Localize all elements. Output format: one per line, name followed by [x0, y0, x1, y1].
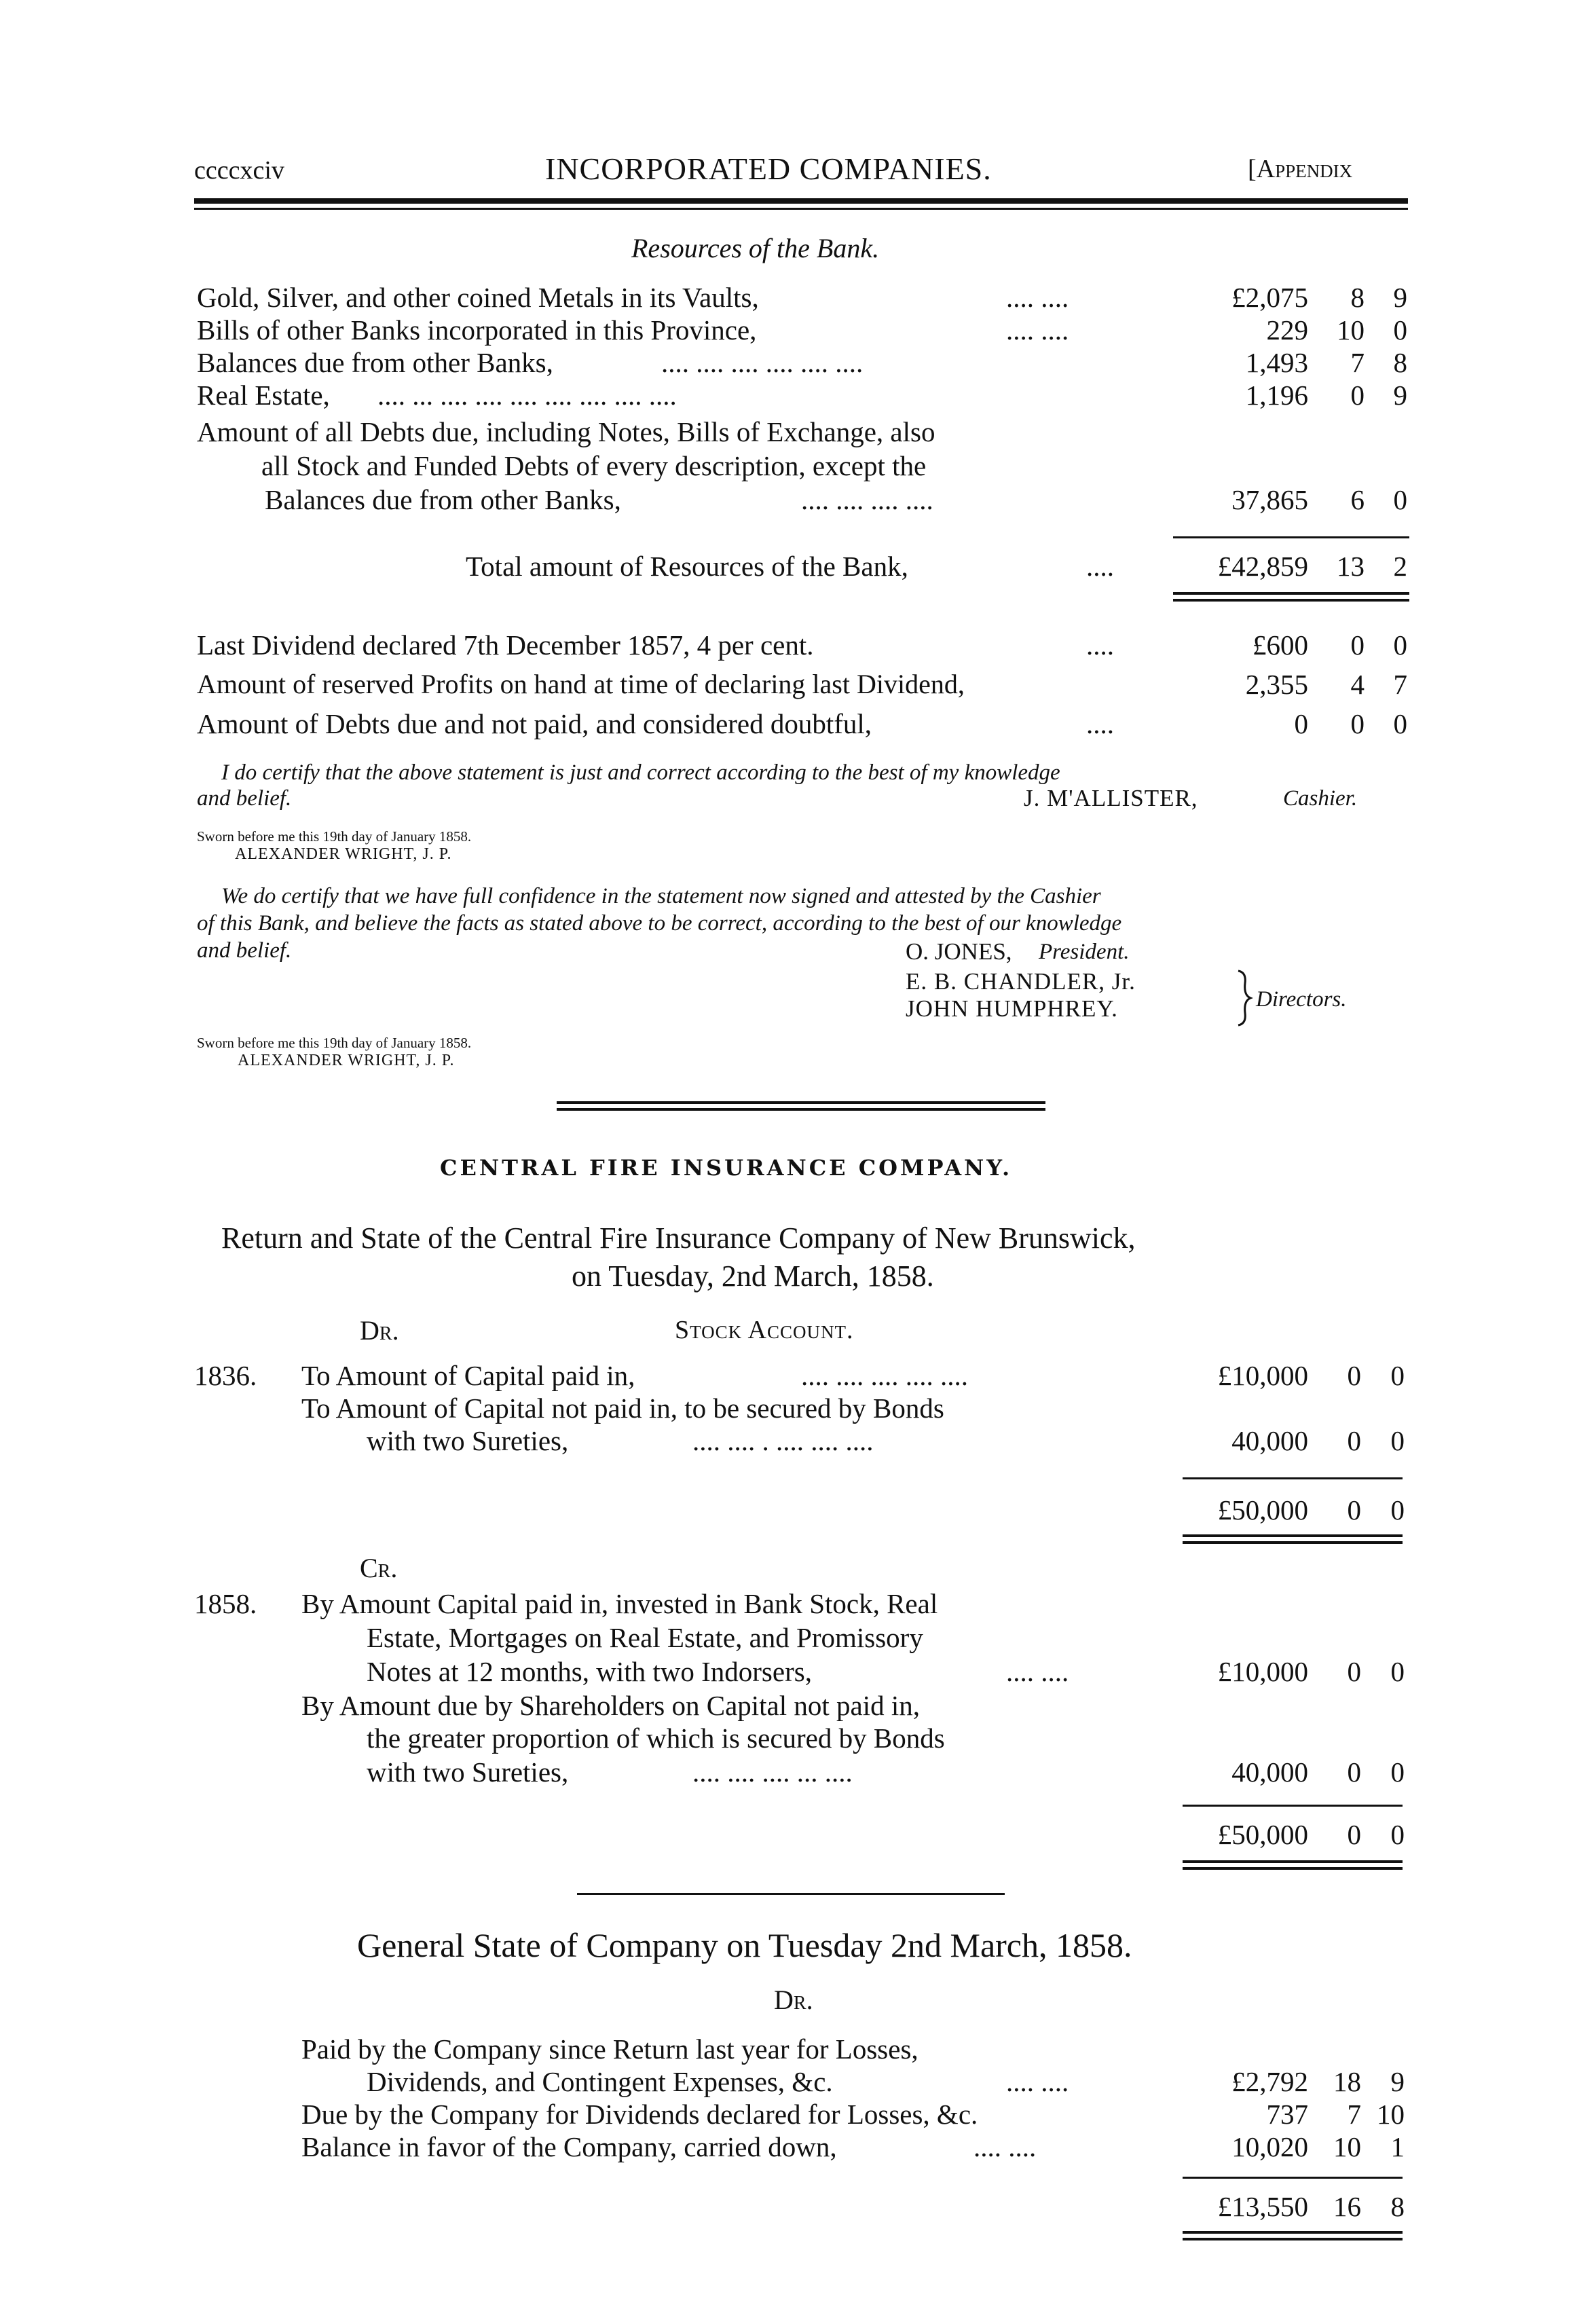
subtotal-rule: [1173, 536, 1409, 538]
general-total-shillings: 16: [1333, 2191, 1361, 2222]
cashier-name: J. M'ALLISTER,: [1024, 785, 1198, 811]
dividend-dots: ....: [1086, 629, 1114, 661]
dr-total-pounds: £50,000: [1217, 1494, 1308, 1526]
general-row1-pence: 9: [1390, 2066, 1405, 2097]
directors-cert-line2: of this Bank, and believe the facts as stated above to be correct, according to the best of our knowledge: [197, 911, 1122, 936]
doubtful-dots: ....: [1086, 708, 1114, 739]
dr-row2-pence: 0: [1390, 1425, 1405, 1456]
doubtful-shillings: 0: [1350, 708, 1365, 739]
row-gold-label: Gold, Silver, and other coined Metals in its Vaults,: [197, 282, 759, 313]
dr-row1-label: To Amount of Capital paid in,: [301, 1360, 635, 1391]
row-debts-line2: all Stock and Funded Debts of every description, except the: [261, 450, 927, 481]
president-name: O. JONES,: [906, 938, 1012, 965]
total-resources-pounds: £42,859: [1217, 551, 1308, 582]
section-divider-3: [577, 1893, 1005, 1895]
doubtful-pence: 0: [1393, 708, 1407, 739]
row-bills-shillings: 10: [1337, 314, 1365, 346]
row-gold-dots: .... ....: [1006, 282, 1069, 313]
dr-row2-line1: To Amount of Capital not paid in, to be secured by Bonds: [301, 1392, 944, 1424]
row-realestate-label: Real Estate,: [197, 380, 330, 411]
directors-label: Directors.: [1256, 987, 1347, 1012]
dr-row2-shillings: 0: [1347, 1425, 1361, 1456]
cr-row2-pence: 0: [1390, 1756, 1405, 1788]
fire-company-title: CENTRAL FIRE INSURANCE COMPANY.: [440, 1155, 1013, 1181]
general-row1-line2: Dividends, and Contingent Expenses, &c.: [367, 2066, 833, 2097]
general-total-pence: 8: [1390, 2191, 1405, 2222]
dr-total-shillings: 0: [1347, 1494, 1361, 1526]
dr-row1-shillings: 0: [1347, 1360, 1361, 1391]
cashier-cert-line1: I do certify that the above statement is just and correct according to the best of my knowledge: [221, 760, 1060, 785]
cr-row2-dots: .... .... .... ... ....: [692, 1756, 853, 1788]
row-debts-dots: .... .... .... ....: [801, 484, 933, 515]
general-row1-dots: .... ....: [1006, 2066, 1069, 2097]
dr-subtotal-rule: [1183, 1477, 1403, 1479]
total-rule-2: [1173, 599, 1409, 602]
row-debts-pounds: 37,865: [1231, 484, 1308, 515]
dividend-pounds: £600: [1253, 629, 1308, 661]
general-dr-label: Dr.: [774, 1985, 813, 2015]
total-resources-shillings: 13: [1337, 551, 1365, 582]
cr-row1-line3: Notes at 12 months, with two Indorsers,: [367, 1656, 812, 1687]
row-balances-label: Balances due from other Banks,: [197, 347, 553, 378]
doubtful-label: Amount of Debts due and not paid, and considered doubtful,: [197, 708, 872, 739]
return-line2: on Tuesday, 2nd March, 1858.: [572, 1259, 934, 1293]
directors-cert-line1: We do certify that we have full confidence in the statement now signed and attested by the Cashier: [221, 884, 1101, 908]
row-balances-shillings: 7: [1350, 347, 1365, 378]
row-balances-pence: 8: [1393, 347, 1407, 378]
cr-row1-pence: 0: [1390, 1656, 1405, 1687]
total-resources-dots: ....: [1086, 551, 1114, 582]
section-title-resources: Resources of the Bank.: [631, 233, 880, 263]
row-debts-line3: Balances due from other Banks,: [265, 484, 621, 515]
general-row3-dots: .... ....: [973, 2131, 1037, 2162]
row-realestate-pence: 9: [1393, 380, 1407, 411]
cr-row1-pounds: £10,000: [1217, 1656, 1308, 1687]
stock-account-label: Stock Account.: [675, 1316, 854, 1344]
row-gold-pounds: £2,075: [1231, 282, 1308, 313]
dr-row1-dots: .... .... .... .... ....: [801, 1360, 968, 1391]
appendix-label: [Appendix: [1248, 155, 1353, 183]
dr-row2-line2: with two Sureties,: [367, 1425, 569, 1456]
dividend-label: Last Dividend declared 7th December 1857, 4 per cent.: [197, 629, 814, 661]
page-title: INCORPORATED COMPANIES.: [545, 151, 992, 186]
row-realestate-dots: .... ... .... .... .... .... .... .... ....: [377, 380, 677, 411]
cr-total-pence: 0: [1390, 1819, 1405, 1850]
dr-row1-pence: 0: [1390, 1360, 1405, 1391]
general-row1-line1: Paid by the Company since Return last year for Losses,: [301, 2033, 919, 2065]
general-state-title: General State of Company on Tuesday 2nd March, 1858.: [357, 1926, 1132, 1964]
dividend-shillings: 0: [1350, 629, 1365, 661]
reserved-label: Amount of reserved Profits on hand at time of declaring last Dividend,: [197, 669, 965, 699]
dr-row2-pounds: 40,000: [1231, 1425, 1308, 1456]
general-total-rule-1: [1183, 2231, 1403, 2234]
general-row2-shillings: 7: [1347, 2099, 1361, 2130]
sworn-1-line1: Sworn before me this 19th day of January 1858.: [197, 828, 472, 845]
row-debts-line1: Amount of all Debts due, including Notes, Bills of Exchange, also: [197, 416, 935, 447]
header-rule-thick: [194, 198, 1408, 204]
cr-row2-line3: with two Sureties,: [367, 1756, 569, 1788]
cr-row1-year: 1858.: [194, 1588, 257, 1619]
cr-row1-shillings: 0: [1347, 1656, 1361, 1687]
row-debts-pence: 0: [1393, 484, 1407, 515]
cr-row1-dots: .... ....: [1006, 1656, 1069, 1687]
director-2-name: JOHN HUMPHREY.: [906, 995, 1118, 1022]
general-row3-shillings: 10: [1333, 2131, 1361, 2162]
director-1-name: E. B. CHANDLER, Jr.: [906, 968, 1136, 995]
total-rule-1: [1173, 592, 1409, 595]
header-rule-thin: [194, 208, 1408, 210]
cashier-cert-line2: and belief.: [197, 786, 292, 811]
row-bills-label: Bills of other Banks incorporated in this Province,: [197, 314, 757, 346]
doubtful-pounds: 0: [1294, 708, 1308, 739]
row-balances-dots: .... .... .... .... .... ....: [661, 347, 864, 378]
general-total-pounds: £13,550: [1217, 2191, 1308, 2222]
total-resources-pence: 2: [1393, 551, 1407, 582]
row-gold-pence: 9: [1393, 282, 1407, 313]
cr-row2-pounds: 40,000: [1231, 1756, 1308, 1788]
dr-row2-dots: .... .... . .... .... ....: [692, 1425, 874, 1456]
reserved-pounds: 2,355: [1245, 669, 1308, 700]
section-divider-1: [557, 1101, 1045, 1104]
cr-total-rule-2: [1183, 1867, 1403, 1870]
row-gold-shillings: 8: [1350, 282, 1365, 313]
cr-total-shillings: 0: [1347, 1819, 1361, 1850]
sworn-1-line2: ALEXANDER WRIGHT, J. P.: [235, 845, 452, 863]
row-bills-pence: 0: [1393, 314, 1407, 346]
general-row1-pounds: £2,792: [1231, 2066, 1308, 2097]
cashier-title: Cashier.: [1283, 786, 1358, 811]
total-resources-label: Total amount of Resources of the Bank,: [466, 551, 908, 582]
reserved-shillings: 4: [1350, 669, 1365, 700]
section-divider-2: [557, 1108, 1045, 1111]
return-line1: Return and State of the Central Fire Insurance Company of New Brunswick,: [221, 1221, 1136, 1255]
general-subtotal-rule: [1183, 2177, 1403, 2179]
sworn-2-line2: ALEXANDER WRIGHT, J. P.: [238, 1052, 455, 1069]
general-row3-label: Balance in favor of the Company, carried down,: [301, 2131, 837, 2162]
dr-total-rule-1: [1183, 1534, 1403, 1537]
general-row2-pounds: 737: [1266, 2099, 1308, 2130]
president-title: President.: [1039, 940, 1130, 964]
stock-cr-label: Cr.: [360, 1553, 398, 1583]
sworn-2-line1: Sworn before me this 19th day of January 1858.: [197, 1035, 472, 1051]
cr-row1-line1: By Amount Capital paid in, invested in Bank Stock, Real: [301, 1588, 938, 1619]
stock-dr-label: Dr.: [360, 1315, 399, 1346]
directors-cert-line3: and belief.: [197, 938, 292, 963]
row-bills-pounds: 229: [1266, 314, 1308, 346]
general-row3-pounds: 10,020: [1231, 2131, 1308, 2162]
general-row2-label: Due by the Company for Dividends declared for Losses, &c.: [301, 2099, 978, 2130]
row-realestate-shillings: 0: [1350, 380, 1365, 411]
cr-row2-line2: the greater proportion of which is secured by Bonds: [367, 1722, 945, 1754]
row-balances-pounds: 1,493: [1245, 347, 1308, 378]
cr-total-pounds: £50,000: [1217, 1819, 1308, 1850]
directors-brace-icon: [1236, 968, 1253, 1028]
dr-total-pence: 0: [1390, 1494, 1405, 1526]
page-number: ccccxciv: [194, 156, 284, 185]
dr-row1-pounds: £10,000: [1217, 1360, 1308, 1391]
general-row2-pence: 10: [1377, 2099, 1405, 2130]
row-bills-dots: .... ....: [1006, 314, 1069, 346]
general-row3-pence: 1: [1390, 2131, 1405, 2162]
row-realestate-pounds: 1,196: [1245, 380, 1308, 411]
dr-total-rule-2: [1183, 1541, 1403, 1544]
dr-row1-year: 1836.: [194, 1360, 257, 1391]
cr-row2-shillings: 0: [1347, 1756, 1361, 1788]
reserved-pence: 7: [1393, 669, 1407, 700]
general-row1-shillings: 18: [1333, 2066, 1361, 2097]
cr-total-rule-1: [1183, 1860, 1403, 1863]
dividend-pence: 0: [1393, 629, 1407, 661]
row-debts-shillings: 6: [1350, 484, 1365, 515]
general-total-rule-2: [1183, 2238, 1403, 2240]
cr-subtotal-rule: [1183, 1805, 1403, 1807]
cr-row2-line1: By Amount due by Shareholders on Capital not paid in,: [301, 1690, 921, 1721]
cr-row1-line2: Estate, Mortgages on Real Estate, and Promissory: [367, 1622, 923, 1653]
